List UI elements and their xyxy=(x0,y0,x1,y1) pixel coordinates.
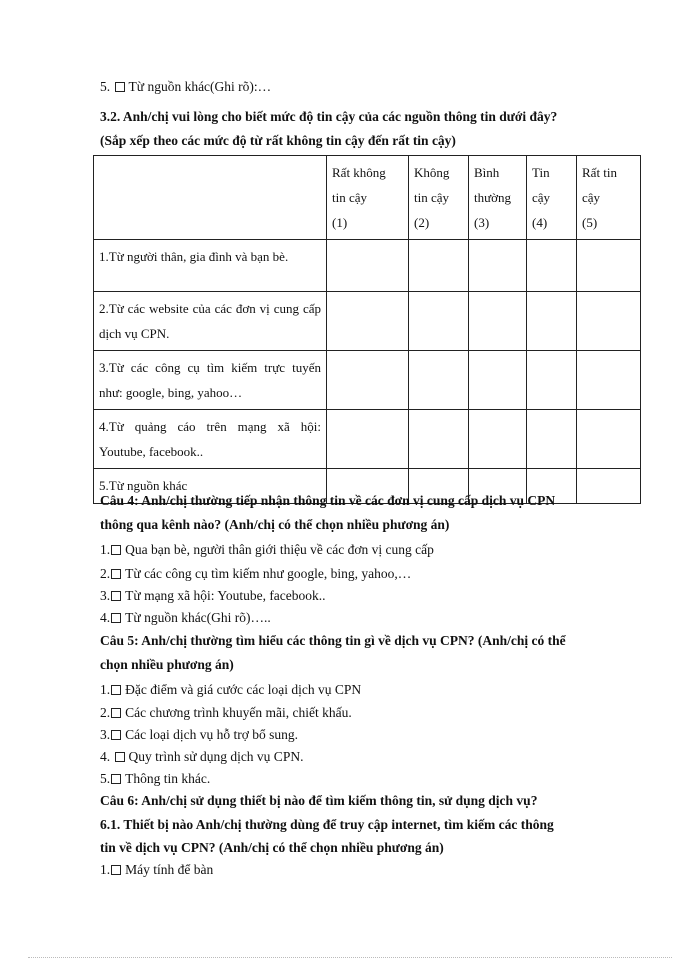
q5-option-2: 2. Các chương trình khuyến mãi, chiết khấu. xyxy=(100,705,352,720)
q5-option-1: 1. Đặc điểm và giá cước các loại dịch vụ CPN xyxy=(100,682,362,697)
table-header-blank xyxy=(94,156,327,240)
rating-cell[interactable] xyxy=(409,351,469,410)
checkbox-icon[interactable] xyxy=(111,708,121,718)
table-row xyxy=(94,351,641,410)
checkbox-icon[interactable] xyxy=(115,82,125,92)
rating-cell[interactable] xyxy=(527,240,577,292)
table-row xyxy=(94,240,641,292)
rating-cell[interactable] xyxy=(327,292,409,351)
rating-cell[interactable] xyxy=(327,410,409,469)
question-3-2-subtitle: (Sắp xếp theo các mức độ từ rất không tin cậy đến rất tin cậy) xyxy=(100,133,456,148)
rating-cell[interactable] xyxy=(469,240,527,292)
rating-cell[interactable] xyxy=(469,351,527,410)
question-3-2-title: 3.2. Anh/chị vui lòng cho biết mức độ tin cậy của các nguồn thông tin dưới đây? xyxy=(100,109,558,124)
source-label: 1.Từ người thân, gia đình và bạn bè. xyxy=(94,240,327,292)
q4-option-3: 3. Từ mạng xã hội: Youtube, facebook.. xyxy=(100,588,326,603)
rating-cell[interactable] xyxy=(577,351,641,410)
table-header-level-5: Rất tin cậy (5) xyxy=(577,156,641,240)
q5-option-3: 3. Các loại dịch vụ hỗ trợ bổ sung. xyxy=(100,727,298,742)
question-5-title-line-2: chọn nhiều phương án) xyxy=(100,657,234,672)
q5-option-4: 4. Quy trình sử dụng dịch vụ CPN. xyxy=(100,749,304,764)
q3-option-5: 5. Từ nguồn khác(Ghi rõ):… xyxy=(100,79,272,94)
rating-cell[interactable] xyxy=(469,410,527,469)
q4-option-2: 2. Từ các công cụ tìm kiếm như google, bing, yahoo,… xyxy=(100,566,412,581)
source-label: 5.Từ nguồn khác xyxy=(94,469,327,504)
question-6-title: Câu 6: Anh/chị sử dụng thiết bị nào để tìm kiếm thông tin, sử dụng dịch vụ? xyxy=(100,793,538,808)
checkbox-icon[interactable] xyxy=(115,752,125,762)
question-4-title-line-1: Câu 4: Anh/chị thường tiếp nhận thông tin về các đơn vị cung cấp dịch vụ CPN xyxy=(100,493,556,508)
rating-cell[interactable] xyxy=(527,410,577,469)
rating-cell[interactable] xyxy=(469,292,527,351)
q4-option-4: 4. Từ nguồn khác(Ghi rõ)….. xyxy=(100,610,271,625)
q5-option-5: 5. Thông tin khác. xyxy=(100,771,211,786)
question-5-title-line-1: Câu 5: Anh/chị thường tìm hiểu các thông tin gì về dịch vụ CPN? (Anh/chị có thể xyxy=(100,633,566,648)
checkbox-icon[interactable] xyxy=(111,591,121,601)
table-row xyxy=(94,410,641,469)
table-row xyxy=(94,292,641,351)
checkbox-icon[interactable] xyxy=(111,730,121,740)
rating-cell[interactable] xyxy=(409,292,469,351)
rating-cell[interactable] xyxy=(527,351,577,410)
checkbox-icon[interactable] xyxy=(111,613,121,623)
rating-cell[interactable] xyxy=(327,351,409,410)
reliability-table xyxy=(93,155,641,504)
rating-cell[interactable] xyxy=(409,410,469,469)
source-label: 3.Từ các công cụ tìm kiếm trực tuyến như: google, bing, yahoo… xyxy=(94,351,327,410)
rating-cell[interactable] xyxy=(577,410,641,469)
rating-cell[interactable] xyxy=(577,240,641,292)
checkbox-icon[interactable] xyxy=(111,569,121,579)
rating-cell[interactable] xyxy=(577,292,641,351)
question-6-1-line-1: 6.1. Thiết bị nào Anh/chị thường dùng để truy cập internet, tìm kiếm các thông xyxy=(100,817,554,832)
source-label: 4.Từ quảng cáo trên mạng xã hội: Youtube, facebook.. xyxy=(94,410,327,469)
checkbox-icon[interactable] xyxy=(111,545,121,555)
source-label: 2.Từ các website của các đơn vị cung cấp dịch vụ CPN. xyxy=(94,292,327,351)
table-header-level-2: Không tin cậy (2) xyxy=(409,156,469,240)
table-header-level-3: Bình thường (3) xyxy=(469,156,527,240)
question-4-title-line-2: thông qua kênh nào? (Anh/chị có thể chọn nhiều phương án) xyxy=(100,517,450,532)
checkbox-icon[interactable] xyxy=(111,774,121,784)
q6-option-1: 1. Máy tính để bàn xyxy=(100,862,214,877)
table-header-level-1: Rất không tin cậy (1) xyxy=(327,156,409,240)
rating-cell[interactable] xyxy=(409,240,469,292)
question-6-1-line-2: tin về dịch vụ CPN? (Anh/chị có thể chọn nhiều phương án) xyxy=(100,840,444,855)
q4-option-1: 1. Qua bạn bè, người thân giới thiệu về các đơn vị cung cấp xyxy=(100,542,434,557)
table-header-level-4: Tin cậy (4) xyxy=(527,156,577,240)
rating-cell[interactable] xyxy=(527,292,577,351)
checkbox-icon[interactable] xyxy=(111,865,121,875)
rating-cell[interactable] xyxy=(577,469,641,504)
page-bottom-divider xyxy=(28,957,672,958)
rating-cell[interactable] xyxy=(327,240,409,292)
table-header-row xyxy=(94,156,641,240)
checkbox-icon[interactable] xyxy=(111,685,121,695)
